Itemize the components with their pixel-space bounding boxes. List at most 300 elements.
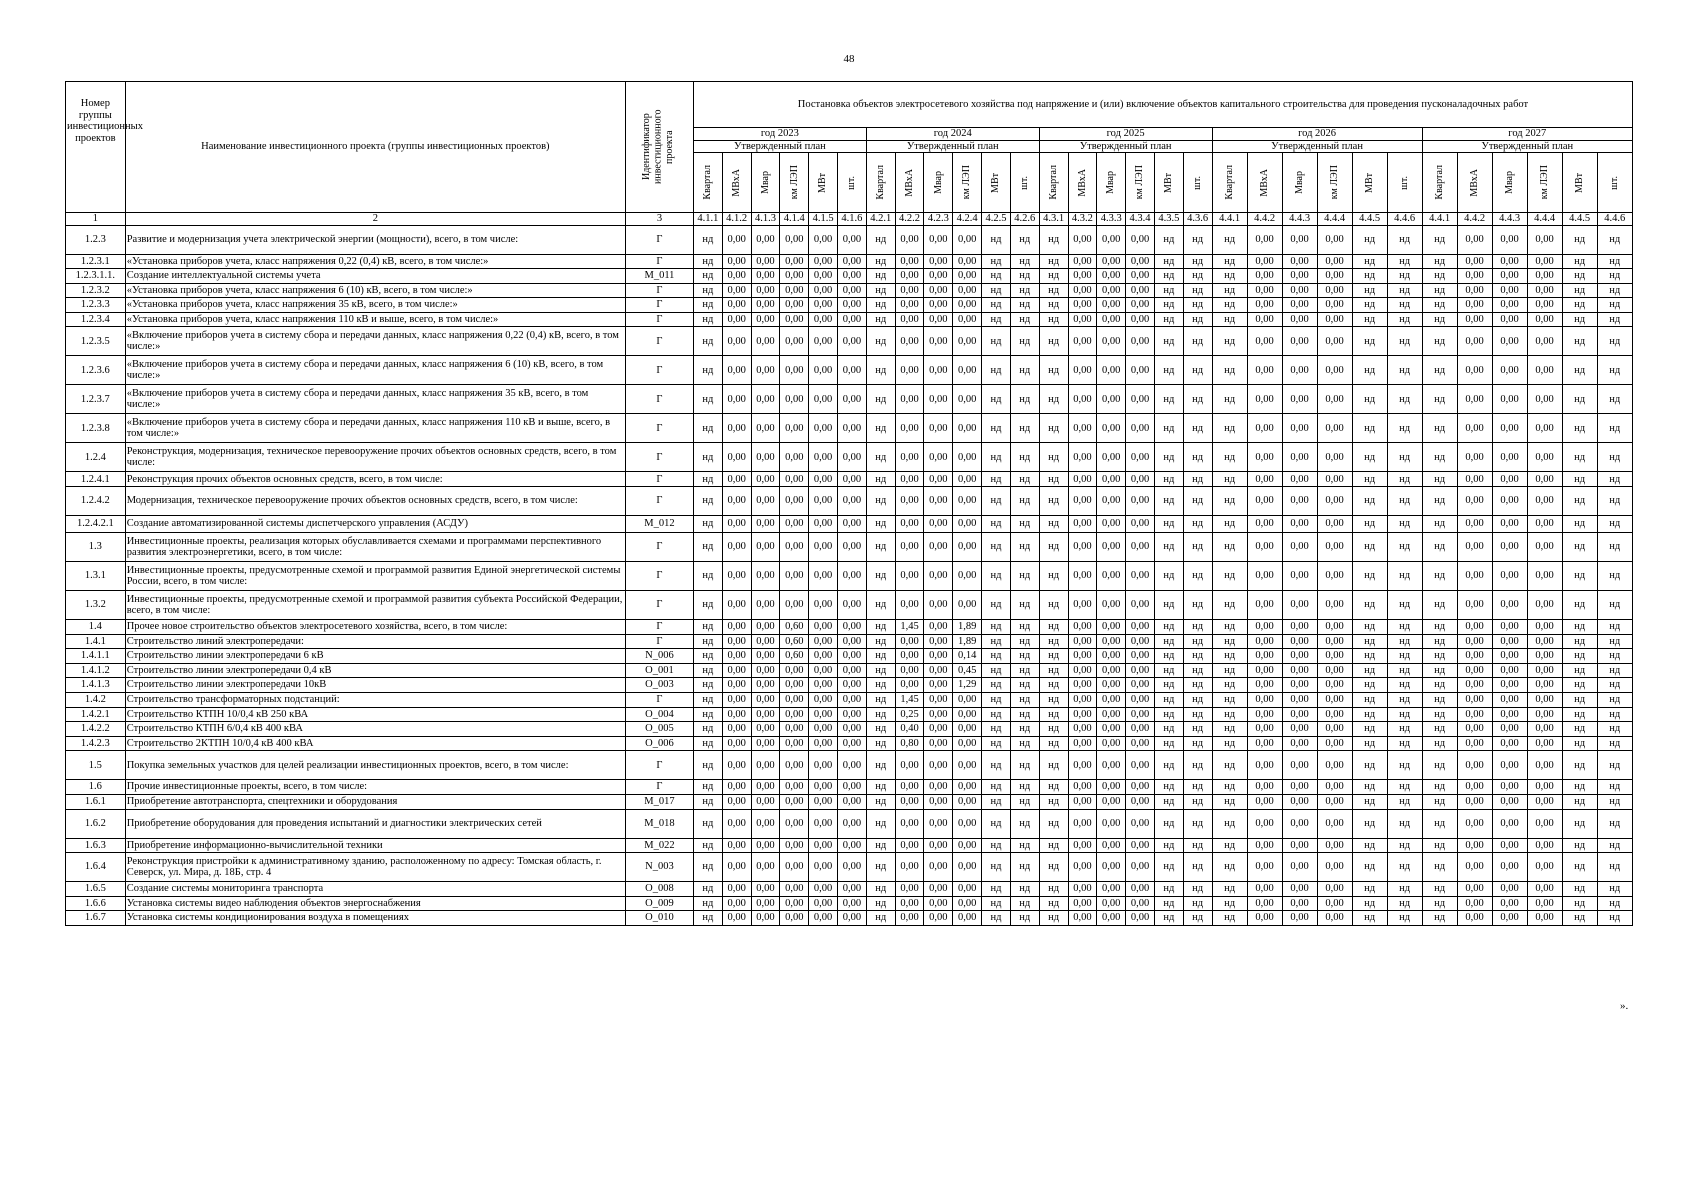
cell-2023: 0,00 <box>751 882 780 897</box>
cell-2027: 0,00 <box>1457 809 1492 838</box>
cell-2023: 0,00 <box>751 649 780 664</box>
cell-2025: нд <box>1154 414 1183 443</box>
cell-2025: нд <box>1183 882 1212 897</box>
cell-2025: 0,00 <box>1126 838 1155 853</box>
header-year-2: год 2024 <box>866 128 1039 141</box>
cell-2027: нд <box>1597 443 1632 472</box>
row-group-no: 1.2.3.6 <box>66 356 126 385</box>
cell-2023: 0,00 <box>809 312 838 327</box>
header-subcol <box>1126 153 1155 213</box>
header-subcol-label: МВт <box>817 172 829 193</box>
header-subcol-label: шт. <box>1398 175 1410 190</box>
cell-2025: нд <box>1039 780 1068 795</box>
cell-2024: нд <box>866 298 895 313</box>
cell-2027: нд <box>1422 414 1457 443</box>
cell-2025: 0,00 <box>1097 693 1126 708</box>
cell-2026: 0,00 <box>1317 809 1352 838</box>
cell-2023: нд <box>693 472 722 487</box>
cell-2024: 1,45 <box>895 693 924 708</box>
cell-2026: 0,00 <box>1317 882 1352 897</box>
cell-2024: 1,89 <box>953 620 982 635</box>
cell-2027: нд <box>1562 298 1597 313</box>
cell-2023: нд <box>693 298 722 313</box>
cell-2026: нд <box>1387 780 1422 795</box>
cell-2024: нд <box>982 707 1011 722</box>
cell-2025: 0,00 <box>1068 838 1097 853</box>
cell-2023: 0,00 <box>780 853 809 882</box>
cell-2024: нд <box>982 751 1011 780</box>
cell-2023: 0,00 <box>751 254 780 269</box>
cell-2025: нд <box>1183 472 1212 487</box>
cell-2024: нд <box>982 736 1011 751</box>
cell-2027: 0,00 <box>1457 620 1492 635</box>
cell-2027: нд <box>1597 327 1632 356</box>
cell-2027: нд <box>1562 414 1597 443</box>
cell-2027: нд <box>1422 283 1457 298</box>
cell-2024: нд <box>1010 327 1039 356</box>
cell-2027: 0,00 <box>1492 882 1527 897</box>
cell-2025: нд <box>1039 312 1068 327</box>
cell-2026: нд <box>1212 707 1247 722</box>
row-group-no: 1.2.3.7 <box>66 385 126 414</box>
cell-2027: 0,00 <box>1457 707 1492 722</box>
cell-2027: 0,00 <box>1492 312 1527 327</box>
cell-2023: 0,00 <box>838 882 867 897</box>
row-project-name: Строительство трансформаторных подстанций: <box>125 693 625 708</box>
cell-2027: нд <box>1562 533 1597 562</box>
cell-2024: нд <box>866 809 895 838</box>
cell-2025: нд <box>1154 356 1183 385</box>
cell-2023: 0,00 <box>809 356 838 385</box>
cell-2025: 0,00 <box>1126 678 1155 693</box>
header-project-id-label: Идентификатор инвестиционного проекта <box>641 109 676 185</box>
cell-2025: нд <box>1183 707 1212 722</box>
cell-2025: нд <box>1154 312 1183 327</box>
header-subcol-label: км ЛЭП <box>1538 165 1550 200</box>
header-group-no: Номер группы инвестиционных проектов <box>66 82 126 213</box>
index-cell: 4.2.4 <box>953 213 982 226</box>
cell-2023: нд <box>693 853 722 882</box>
cell-2025: нд <box>1039 620 1068 635</box>
cell-2026: нд <box>1352 414 1387 443</box>
cell-2025: нд <box>1183 678 1212 693</box>
cell-2026: 0,00 <box>1282 838 1317 853</box>
cell-2025: 0,00 <box>1068 896 1097 911</box>
cell-2026: 0,00 <box>1317 663 1352 678</box>
cell-2024: нд <box>1010 254 1039 269</box>
cell-2027: 0,00 <box>1457 722 1492 737</box>
cell-2025: нд <box>1183 254 1212 269</box>
cell-2024: 0,00 <box>924 225 953 254</box>
cell-2027: нд <box>1597 312 1632 327</box>
index-cell: 4.1.5 <box>809 213 838 226</box>
cell-2023: 0,00 <box>722 254 751 269</box>
header-subcol <box>1457 153 1492 213</box>
cell-2023: 0,00 <box>809 254 838 269</box>
cell-2027: 0,00 <box>1457 896 1492 911</box>
cell-2025: нд <box>1154 722 1183 737</box>
cell-2023: 0,60 <box>780 649 809 664</box>
cell-2026: 0,00 <box>1317 649 1352 664</box>
cell-2023: 0,00 <box>780 533 809 562</box>
cell-2023: 0,00 <box>838 736 867 751</box>
cell-2025: 0,00 <box>1068 562 1097 591</box>
cell-2023: 0,00 <box>780 283 809 298</box>
cell-2025: нд <box>1154 562 1183 591</box>
cell-2023: нд <box>693 722 722 737</box>
cell-2027: нд <box>1562 283 1597 298</box>
header-subcol <box>1212 153 1247 213</box>
header-subcol-label: МВхА <box>1468 168 1480 197</box>
cell-2026: 0,00 <box>1247 516 1282 533</box>
cell-2027: 0,00 <box>1492 283 1527 298</box>
index-cell: 4.2.2 <box>895 213 924 226</box>
row-project-name: Строительство линии электропередачи 6 кВ <box>125 649 625 664</box>
cell-2023: 0,00 <box>838 487 867 516</box>
cell-2026: 0,00 <box>1282 443 1317 472</box>
cell-2027: 0,00 <box>1457 269 1492 284</box>
cell-2026: нд <box>1387 722 1422 737</box>
cell-2023: 0,00 <box>722 693 751 708</box>
cell-2025: 0,00 <box>1068 634 1097 649</box>
cell-2024: нд <box>1010 472 1039 487</box>
cell-2023: 0,00 <box>809 896 838 911</box>
cell-2025: 0,00 <box>1126 896 1155 911</box>
cell-2023: 0,00 <box>780 911 809 926</box>
row-project-id: Г <box>626 283 694 298</box>
table-row <box>66 751 1633 780</box>
cell-2026: нд <box>1387 678 1422 693</box>
cell-2025: 0,00 <box>1097 225 1126 254</box>
cell-2024: нд <box>866 751 895 780</box>
cell-2023: 0,00 <box>722 809 751 838</box>
cell-2025: 0,00 <box>1068 911 1097 926</box>
table-row <box>66 882 1633 897</box>
cell-2027: 0,00 <box>1457 283 1492 298</box>
cell-2027: нд <box>1597 896 1632 911</box>
cell-2026: нд <box>1352 472 1387 487</box>
cell-2027: нд <box>1422 809 1457 838</box>
header-subcol-label: Мвар <box>1503 171 1515 194</box>
cell-2025: нд <box>1154 327 1183 356</box>
cell-2024: 0,00 <box>953 591 982 620</box>
table-row <box>66 385 1633 414</box>
cell-2026: нд <box>1212 472 1247 487</box>
row-project-id: М_011 <box>626 269 694 284</box>
cell-2025: 0,00 <box>1126 254 1155 269</box>
cell-2025: нд <box>1039 693 1068 708</box>
cell-2027: нд <box>1562 634 1597 649</box>
cell-2023: нд <box>693 516 722 533</box>
header-subcol <box>1527 153 1562 213</box>
cell-2025: нд <box>1039 722 1068 737</box>
cell-2027: 0,00 <box>1527 533 1562 562</box>
cell-2023: 0,00 <box>838 634 867 649</box>
cell-2026: нд <box>1212 838 1247 853</box>
cell-2023: 0,00 <box>838 620 867 635</box>
cell-2026: нд <box>1387 795 1422 810</box>
cell-2027: нд <box>1597 649 1632 664</box>
cell-2023: 0,00 <box>722 298 751 313</box>
cell-2026: нд <box>1212 487 1247 516</box>
cell-2024: 0,00 <box>953 736 982 751</box>
cell-2025: нд <box>1039 736 1068 751</box>
cell-2025: нд <box>1039 853 1068 882</box>
cell-2023: 0,00 <box>838 838 867 853</box>
header-subcol-label: км ЛЭП <box>961 165 973 200</box>
cell-2027: нд <box>1422 487 1457 516</box>
cell-2027: 0,00 <box>1457 225 1492 254</box>
cell-2025: 0,00 <box>1097 385 1126 414</box>
cell-2024: нд <box>982 269 1011 284</box>
cell-2025: нд <box>1039 298 1068 313</box>
cell-2027: нд <box>1562 356 1597 385</box>
cell-2025: нд <box>1039 472 1068 487</box>
cell-2025: нд <box>1039 562 1068 591</box>
cell-2024: нд <box>982 443 1011 472</box>
cell-2025: нд <box>1154 533 1183 562</box>
cell-2025: 0,00 <box>1126 562 1155 591</box>
cell-2023: нд <box>693 896 722 911</box>
cell-2027: 0,00 <box>1457 533 1492 562</box>
row-project-id: Г <box>626 620 694 635</box>
row-project-id: Г <box>626 225 694 254</box>
cell-2027: 0,00 <box>1457 780 1492 795</box>
cell-2026: нд <box>1387 472 1422 487</box>
cell-2027: нд <box>1562 722 1597 737</box>
cell-2023: 0,00 <box>722 385 751 414</box>
cell-2027: нд <box>1562 312 1597 327</box>
cell-2027: 0,00 <box>1527 269 1562 284</box>
cell-2026: 0,00 <box>1282 327 1317 356</box>
cell-2027: нд <box>1562 882 1597 897</box>
cell-2027: 0,00 <box>1492 516 1527 533</box>
cell-2026: нд <box>1352 516 1387 533</box>
cell-2023: 0,00 <box>838 472 867 487</box>
cell-2024: нд <box>1010 751 1039 780</box>
cell-2027: нд <box>1422 225 1457 254</box>
cell-2023: 0,00 <box>780 707 809 722</box>
cell-2024: нд <box>866 911 895 926</box>
cell-2026: нд <box>1212 443 1247 472</box>
header-subcol-label: км ЛЭП <box>1328 165 1340 200</box>
index-cell: 4.4.4 <box>1527 213 1562 226</box>
cell-2027: нд <box>1422 853 1457 882</box>
header-subcol <box>1183 153 1212 213</box>
cell-2026: нд <box>1352 707 1387 722</box>
cell-2025: 0,00 <box>1126 911 1155 926</box>
cell-2025: 0,00 <box>1068 443 1097 472</box>
cell-2025: 0,00 <box>1068 283 1097 298</box>
cell-2023: нд <box>693 751 722 780</box>
cell-2025: 0,00 <box>1068 649 1097 664</box>
cell-2023: 0,00 <box>809 751 838 780</box>
cell-2024: 0,00 <box>924 809 953 838</box>
cell-2027: 0,00 <box>1457 678 1492 693</box>
cell-2027: 0,00 <box>1492 472 1527 487</box>
cell-2025: 0,00 <box>1097 516 1126 533</box>
row-group-no: 1.4.2.2 <box>66 722 126 737</box>
cell-2026: 0,00 <box>1282 649 1317 664</box>
cell-2025: 0,00 <box>1126 620 1155 635</box>
header-subcol-label: МВт <box>1363 172 1375 193</box>
cell-2026: 0,00 <box>1247 591 1282 620</box>
cell-2026: нд <box>1387 707 1422 722</box>
cell-2025: нд <box>1039 356 1068 385</box>
cell-2025: нд <box>1183 327 1212 356</box>
row-group-no: 1.4 <box>66 620 126 635</box>
cell-2023: 0,00 <box>809 707 838 722</box>
cell-2027: 0,00 <box>1492 414 1527 443</box>
cell-2023: 0,00 <box>751 678 780 693</box>
cell-2027: нд <box>1597 620 1632 635</box>
cell-2024: 0,00 <box>924 487 953 516</box>
cell-2025: 0,00 <box>1097 356 1126 385</box>
cell-2023: 0,00 <box>780 487 809 516</box>
cell-2026: 0,00 <box>1317 533 1352 562</box>
index-cell: 4.2.3 <box>924 213 953 226</box>
row-project-name: Строительство 2КТПН 10/0,4 кВ 400 кВА <box>125 736 625 751</box>
cell-2024: нд <box>866 312 895 327</box>
cell-2025: 0,00 <box>1097 838 1126 853</box>
cell-2023: 0,00 <box>809 472 838 487</box>
cell-2027: 0,00 <box>1457 751 1492 780</box>
cell-2026: нд <box>1387 443 1422 472</box>
cell-2023: 0,00 <box>838 591 867 620</box>
cell-2023: нд <box>693 678 722 693</box>
cell-2027: нд <box>1562 751 1597 780</box>
cell-2024: 0,00 <box>895 649 924 664</box>
index-cell: 4.3.5 <box>1154 213 1183 226</box>
cell-2027: 0,00 <box>1527 298 1562 313</box>
cell-2027: нд <box>1562 853 1597 882</box>
cell-2027: 0,00 <box>1457 795 1492 810</box>
cell-2027: нд <box>1422 722 1457 737</box>
cell-2023: 0,00 <box>751 663 780 678</box>
row-project-name: Прочие инвестиционные проекты, всего, в том числе: <box>125 780 625 795</box>
cell-2025: 0,00 <box>1068 269 1097 284</box>
cell-2026: 0,00 <box>1247 487 1282 516</box>
cell-2025: 0,00 <box>1068 795 1097 810</box>
cell-2026: 0,00 <box>1317 327 1352 356</box>
cell-2025: нд <box>1183 896 1212 911</box>
cell-2023: 0,00 <box>722 853 751 882</box>
cell-2024: нд <box>866 591 895 620</box>
cell-2023: 0,00 <box>751 516 780 533</box>
cell-2027: нд <box>1597 591 1632 620</box>
cell-2024: нд <box>1010 911 1039 926</box>
cell-2025: нд <box>1039 414 1068 443</box>
cell-2026: 0,00 <box>1247 722 1282 737</box>
cell-2025: 0,00 <box>1097 298 1126 313</box>
row-project-id: Г <box>626 443 694 472</box>
row-project-id: Г <box>626 414 694 443</box>
cell-2025: 0,00 <box>1068 663 1097 678</box>
cell-2024: 0,00 <box>924 707 953 722</box>
cell-2025: 0,00 <box>1068 516 1097 533</box>
cell-2023: 0,00 <box>809 298 838 313</box>
header-subcol <box>953 153 982 213</box>
table-row <box>66 562 1633 591</box>
cell-2027: нд <box>1422 634 1457 649</box>
cell-2026: 0,00 <box>1317 356 1352 385</box>
cell-2026: 0,00 <box>1317 911 1352 926</box>
cell-2023: 0,00 <box>838 562 867 591</box>
cell-2023: 0,00 <box>809 722 838 737</box>
cell-2025: 0,00 <box>1126 269 1155 284</box>
cell-2026: нд <box>1212 516 1247 533</box>
cell-2023: 0,00 <box>722 562 751 591</box>
row-project-name: Строительство КТПН 6/0,4 кВ 400 кВА <box>125 722 625 737</box>
cell-2023: 0,00 <box>838 225 867 254</box>
cell-2025: 0,00 <box>1068 487 1097 516</box>
row-project-name: Приобретение автотранспорта, спецтехники и оборудования <box>125 795 625 810</box>
cell-2023: 0,00 <box>751 327 780 356</box>
cell-2026: 0,00 <box>1282 356 1317 385</box>
cell-2024: нд <box>866 780 895 795</box>
cell-2027: нд <box>1422 707 1457 722</box>
cell-2023: 0,00 <box>751 533 780 562</box>
row-project-name: «Включение приборов учета в систему сбора и передачи данных, класс напряжения 0,22 (0,4) кВ, всего, в том числе:» <box>125 327 625 356</box>
cell-2026: 0,00 <box>1282 385 1317 414</box>
cell-2025: нд <box>1039 649 1068 664</box>
cell-2026: 0,00 <box>1282 487 1317 516</box>
cell-2023: 0,00 <box>751 283 780 298</box>
index-cell: 4.3.1 <box>1039 213 1068 226</box>
cell-2024: 0,00 <box>895 795 924 810</box>
row-project-id: Г <box>626 356 694 385</box>
row-project-id: Г <box>626 533 694 562</box>
cell-2027: 0,00 <box>1527 780 1562 795</box>
cell-2024: 0,00 <box>924 620 953 635</box>
cell-2026: нд <box>1387 911 1422 926</box>
cell-2024: нд <box>1010 443 1039 472</box>
index-cell: 4.4.6 <box>1597 213 1632 226</box>
header-subcol <box>838 153 867 213</box>
cell-2024: 0,25 <box>895 707 924 722</box>
cell-2024: нд <box>982 356 1011 385</box>
cell-2027: нд <box>1562 911 1597 926</box>
cell-2025: 0,00 <box>1097 312 1126 327</box>
cell-2027: 0,00 <box>1527 795 1562 810</box>
cell-2026: 0,00 <box>1282 736 1317 751</box>
page-number: 48 <box>843 53 855 65</box>
cell-2027: нд <box>1422 562 1457 591</box>
cell-2025: нд <box>1183 780 1212 795</box>
cell-2026: нд <box>1352 882 1387 897</box>
cell-2025: нд <box>1183 693 1212 708</box>
cell-2024: 0,00 <box>895 809 924 838</box>
row-project-id: М_022 <box>626 838 694 853</box>
cell-2025: 0,00 <box>1097 562 1126 591</box>
cell-2024: нд <box>866 356 895 385</box>
cell-2023: 0,00 <box>722 269 751 284</box>
cell-2027: нд <box>1422 693 1457 708</box>
cell-2027: 0,00 <box>1527 516 1562 533</box>
cell-2027: 0,00 <box>1492 634 1527 649</box>
cell-2026: нд <box>1387 269 1422 284</box>
cell-2025: нд <box>1183 269 1212 284</box>
cell-2026: нд <box>1352 722 1387 737</box>
cell-2024: 0,00 <box>895 225 924 254</box>
cell-2027: 0,00 <box>1527 385 1562 414</box>
cell-2024: 0,00 <box>953 809 982 838</box>
cell-2025: 0,00 <box>1126 722 1155 737</box>
index-cell: 4.2.5 <box>982 213 1011 226</box>
header-subcol <box>780 153 809 213</box>
cell-2025: нд <box>1183 312 1212 327</box>
cell-2023: 0,00 <box>809 414 838 443</box>
